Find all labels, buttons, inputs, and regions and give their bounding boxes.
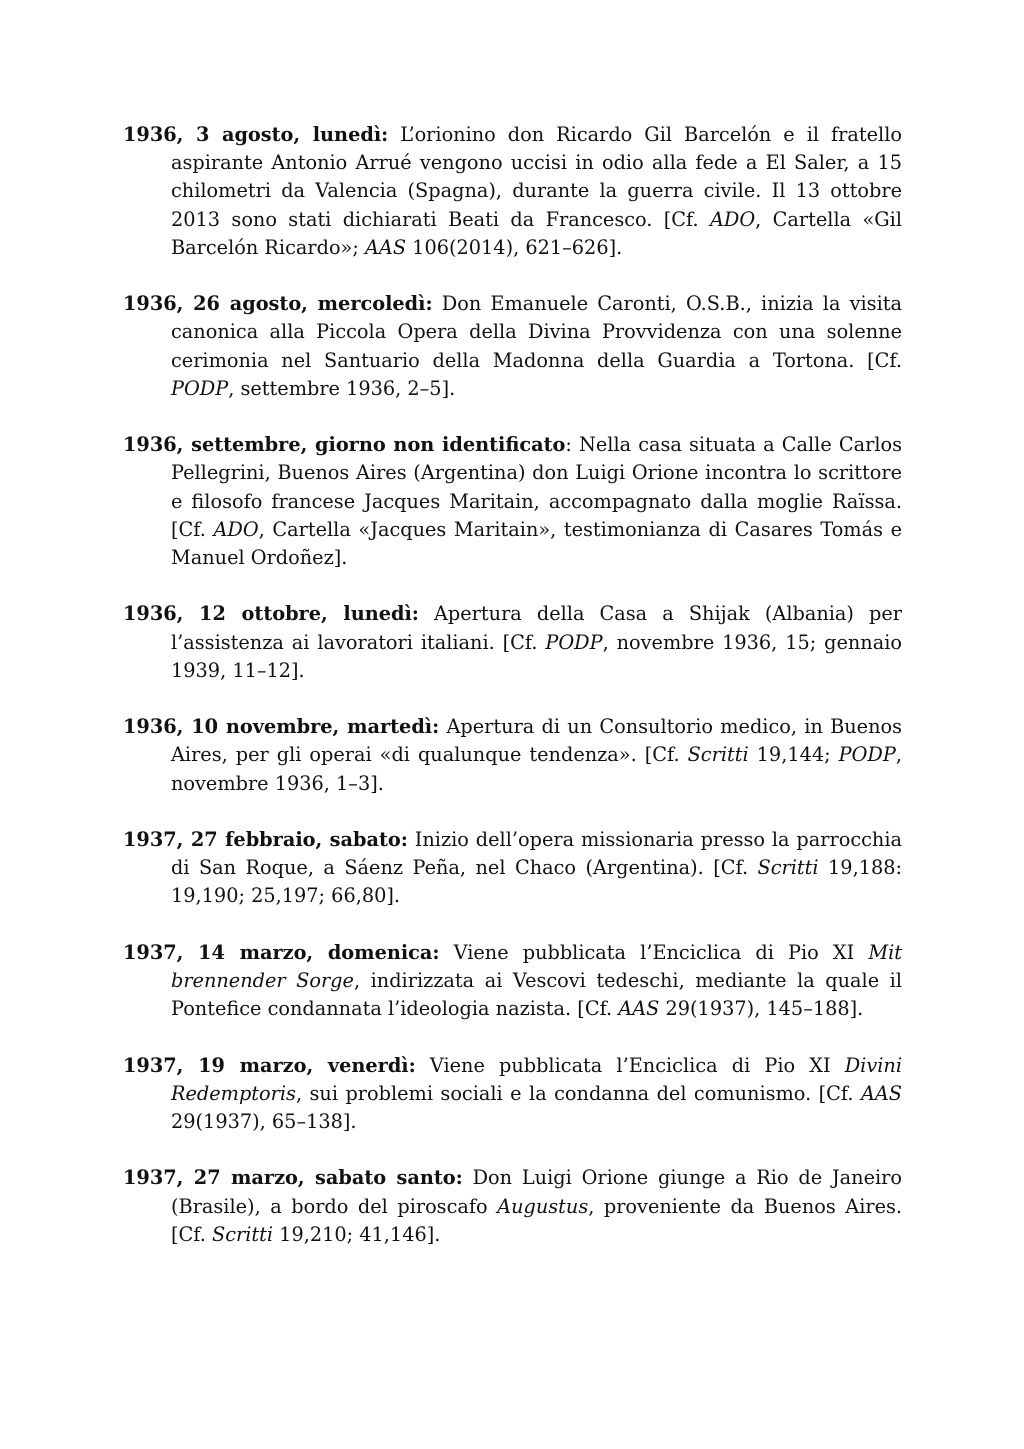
entry-text: Apertura della Casa a Shijak (Albania) per l’assistenza ai lavoratori italiani. [Cf. xyxy=(171,602,902,654)
entry-citation-abbrev: PODP xyxy=(838,743,896,767)
entry-text: Viene pubblicata l’Enciclica di Pio XI xyxy=(439,940,869,964)
entry-citation-abbrev: AAS xyxy=(618,997,660,1021)
entry-text: , indirizzata ai Vescovi tedeschi, mediante la quale il Pontefice condannata l’ideologia nazista. [Cf. xyxy=(171,969,902,1021)
entry-text: 19,188: 19,190; 25,197; 66,80]. xyxy=(171,856,903,908)
chronology-entry xyxy=(123,1164,902,1249)
entry-citation-abbrev: AAS xyxy=(860,1081,902,1105)
entry-date-heading: 1936, 10 novembre, martedì: xyxy=(123,715,440,739)
entry-citation-abbrev: AAS xyxy=(364,235,407,259)
entry-citation-abbrev: PODP xyxy=(545,630,603,654)
chronology-entry xyxy=(123,713,902,798)
entry-date-heading: 1936, 3 agosto, lunedì: xyxy=(123,123,389,146)
entry-text: , novembre 1936, 15; gennaio 1939, 11–12]. xyxy=(171,630,902,682)
chronology-entry xyxy=(123,431,902,572)
entry-date-heading: 1937, 27 febbraio, sabato: xyxy=(123,828,408,851)
entry-date-heading: 1936, 26 agosto, mercoledì: xyxy=(123,292,433,316)
entry-text: , novembre 1936, 1–3]. xyxy=(171,743,902,795)
entry-citation-abbrev: Scritti xyxy=(211,1222,274,1246)
entry-citation-abbrev: ADO xyxy=(709,207,756,231)
entry-text: Apertura di un Consultorio medico, in Buenos Aires, per gli operai «di qualunque tendenza». [Cf. xyxy=(171,715,902,767)
entry-text: , proveniente da Buenos Aires. [Cf. xyxy=(171,1194,903,1246)
chronology-entry xyxy=(123,121,902,262)
document-page xyxy=(123,121,902,1277)
entry-encyclical-title: Divini Redemptoris xyxy=(171,1053,902,1105)
entry-text: 29(1937), 145–188]. xyxy=(659,997,864,1021)
entry-citation-abbrev: Scritti xyxy=(687,743,749,767)
chronology-entry xyxy=(123,600,902,685)
chronology-entry xyxy=(123,826,902,911)
entry-ship-name: Augustus xyxy=(497,1194,589,1218)
entry-text: , Cartella «Jacques Maritain», testimonianza di Casares Tomás e Manuel Ordoñez]. xyxy=(171,517,902,570)
chronology-entry xyxy=(123,290,902,403)
entry-text: , settembre 1936, 2–5]. xyxy=(228,376,456,400)
entry-date-heading: 1937, 14 marzo, domenica: xyxy=(123,940,440,964)
chronology-entry xyxy=(123,939,902,1024)
entry-citation-abbrev: PODP xyxy=(171,376,229,400)
entry-text: Don Emanuele Caronti, O.S.B., inizia la visita canonica alla Piccola Opera della Divina Provvidenza con una solenne cerimonia nel Santuario della Madonna della Guardia a Tortona. [Cf. xyxy=(171,292,902,372)
entry-text: L’orionino don Ricardo Gil Barcelón e il fratello aspirante Antonio Arrué vengono uccisi in odio alla fede a El Saler, a 15 chilometri da Valencia (Spagna), durante la guerra civile. Il 13 ottobre 2013 sono stati dichiarati Beati da Francesco. [Cf. xyxy=(171,123,902,231)
chronology-entry xyxy=(123,1052,902,1137)
entry-text: Inizio dell’opera missionaria presso la parrocchia di San Roque, a Sáenz Peña, nel Chaco (Argentina). [Cf. xyxy=(171,828,902,880)
entry-encyclical-title: Mit brennender Sorge xyxy=(171,940,902,992)
entry-text: : Nella casa situata a Calle Carlos Pellegrini, Buenos Aires (Argentina) don Luigi Orione incontra lo scrittore e filosofo francese Jacques Maritain, accompagnato dalla moglie Raïssa. [Cf. xyxy=(171,433,902,541)
entry-text: , sui problemi sociali e la condanna del comunismo. [Cf. xyxy=(295,1081,861,1105)
entry-text: 19,210; 41,146]. xyxy=(273,1222,441,1246)
entry-text: 19,144; xyxy=(748,743,839,767)
entry-text: , Cartella «Gil Barcelón Ricardo»; xyxy=(171,207,902,259)
entry-date-heading: 1936, settembre, giorno non identificato xyxy=(123,433,566,457)
entry-date-heading: 1936, 12 ottobre, lunedì: xyxy=(123,602,419,626)
entry-citation-abbrev: Scritti xyxy=(757,856,819,880)
entry-citation-abbrev: ADO xyxy=(213,517,259,541)
entry-text: 29(1937), 65–138]. xyxy=(171,1110,357,1133)
entry-text: Viene pubblicata l’Enciclica di Pio XI xyxy=(415,1053,845,1077)
entry-text: Don Luigi Orione giunge a Rio de Janeiro (Brasile), a bordo del piroscafo xyxy=(171,1166,902,1218)
entry-date-heading: 1937, 27 marzo, sabato santo: xyxy=(123,1166,463,1190)
entry-text: 106(2014), 621–626]. xyxy=(406,235,623,259)
entry-date-heading: 1937, 19 marzo, venerdì: xyxy=(123,1053,416,1077)
